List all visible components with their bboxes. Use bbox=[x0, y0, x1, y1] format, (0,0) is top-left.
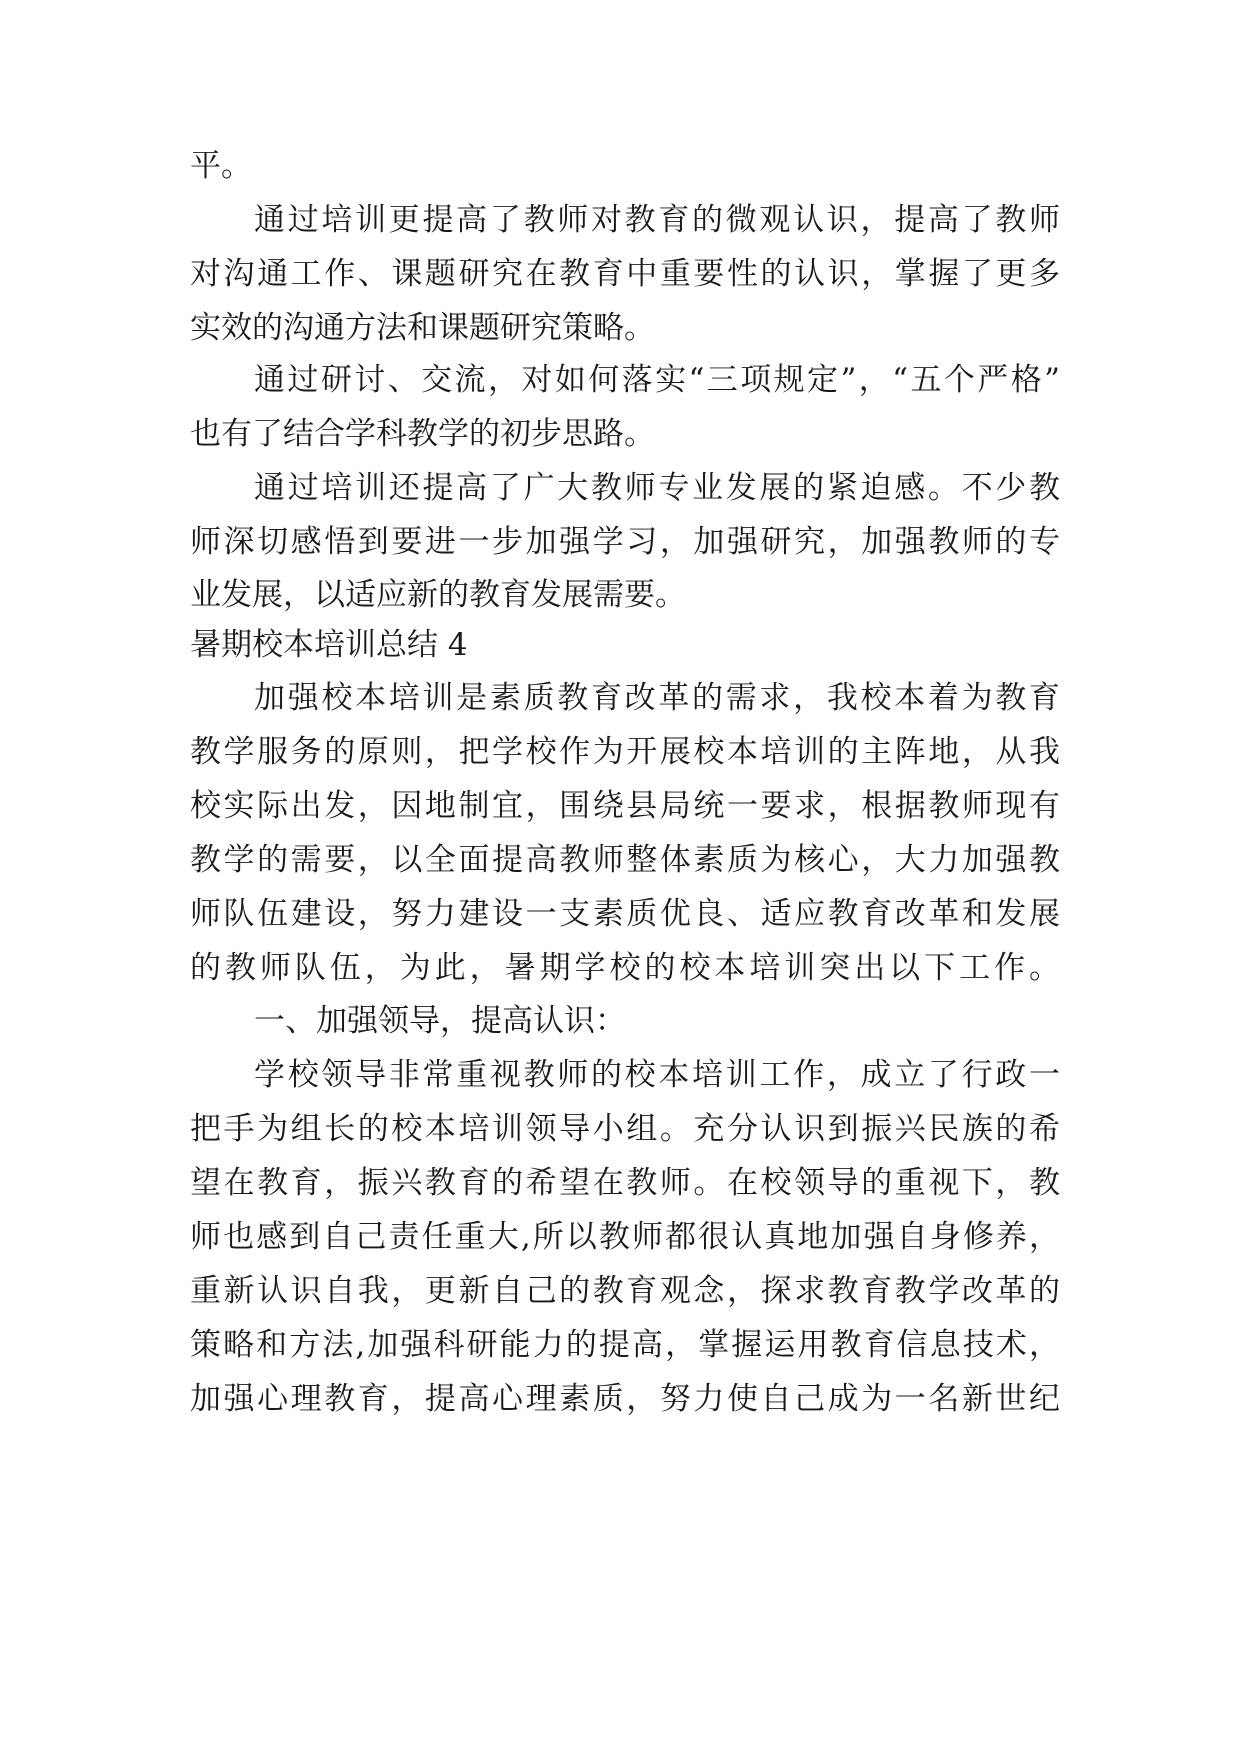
text-line-2: 通过培训更提高了教师对教育的微观认识，提高了教师 bbox=[254, 202, 1060, 238]
subheading-line: 一、加强领导，提高认识： bbox=[254, 1003, 626, 1039]
text-line-7: 通过培训还提高了广大教师专业发展的紧迫感。不少教 bbox=[254, 470, 1060, 506]
text-line-11: 加强校本培训是素质教育改革的需求，我校本着为教育 bbox=[254, 680, 1060, 716]
text-line-14: 教学的需要，以全面提高教师整体素质为核心，大力加强教 bbox=[190, 842, 1060, 878]
text-line-3: 对沟通工作、课题研究在教育中重要性的认识，掌握了更多 bbox=[190, 256, 1060, 292]
text-line-13: 校实际出发，因地制宜，围绕县局统一要求，根据教师现有 bbox=[190, 788, 1060, 824]
text-line-1: 平。 bbox=[190, 148, 252, 184]
text-line-19: 把手为组长的校本培训领导小组。充分认识到振兴民族的希 bbox=[190, 1111, 1060, 1147]
text-line-24: 加强心理教育，提高心理素质，努力使自己成为一名新世纪 bbox=[190, 1381, 1060, 1417]
text-line-9: 业发展，以适应新的教育发展需要。 bbox=[190, 577, 686, 613]
text-line-12: 教学服务的原则，把学校作为开展校本培训的主阵地，从我 bbox=[190, 734, 1060, 770]
text-line-5: 通过研讨、交流，对如何落实“三项规定”，“五个严格” bbox=[254, 362, 1060, 398]
text-line-16: 的教师队伍，为此，暑期学校的校本培训突出以下工作。 bbox=[190, 950, 1060, 986]
section-heading: 暑期校本培训总结 4 bbox=[190, 627, 468, 663]
text-line-15: 师队伍建设，努力建设一支素质优良、适应教育改革和发展 bbox=[190, 896, 1060, 932]
text-line-4: 实效的沟通方法和课题研究策略。 bbox=[190, 310, 655, 346]
text-line-22: 重新认识自我，更新自己的教育观念，探求教育教学改革的 bbox=[190, 1273, 1060, 1309]
text-line-21: 师也感到自己责任重大,所以教师都很认真地加强自身修养， bbox=[190, 1219, 1060, 1255]
text-line-23: 策略和方法,加强科研能力的提高，掌握运用教育信息技术， bbox=[190, 1327, 1060, 1363]
text-line-18: 学校领导非常重视教师的校本培训工作，成立了行政一 bbox=[254, 1057, 1060, 1093]
text-line-6: 也有了结合学科教学的初步思路。 bbox=[190, 416, 655, 452]
text-line-20: 望在教育，振兴教育的希望在教师。在校领导的重视下，教 bbox=[190, 1165, 1060, 1201]
text-line-8: 师深切感悟到要进一步加强学习，加强研究，加强教师的专 bbox=[190, 524, 1060, 560]
